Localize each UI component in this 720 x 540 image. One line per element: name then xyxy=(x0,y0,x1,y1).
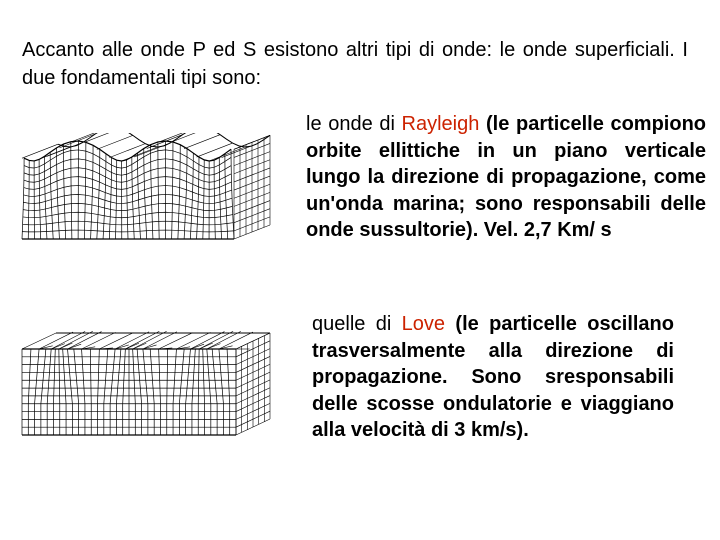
love-paragraph xyxy=(312,311,674,444)
love-wave-grid-icon xyxy=(18,323,284,445)
love-lead: quelle di xyxy=(312,313,402,335)
rayleigh-wave-grid-icon xyxy=(18,133,280,253)
rayleigh-name: Rayleigh xyxy=(401,113,480,135)
rayleigh-text: (le particelle compiono orbite ellittiche in un piano verticale lungo la direzione di propagazione, come un'onda marina; sono responsabili delle onde sussultorie). Vel. 2,7 Km/ s xyxy=(306,113,706,241)
rayleigh-paragraph xyxy=(306,111,706,244)
love-text: (le particelle oscillano trasversalmente alla direzione di propagazione. Sono sresponsabili delle scosse ondulatorie e viaggiano alla velocità di 3 km/s). xyxy=(312,313,674,441)
rayleigh-lead: le onde di xyxy=(306,113,402,135)
intro-paragraph: Accanto alle onde P ed S esistono altri tipi di onde: le onde superficiali. I due fondamentali tipi sono: xyxy=(22,39,688,89)
love-name: Love xyxy=(401,313,446,335)
